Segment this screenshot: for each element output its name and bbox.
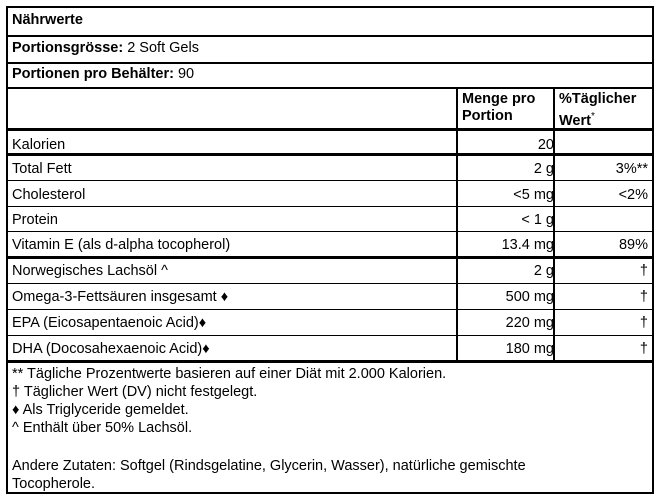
row-name: Total Fett xyxy=(12,161,72,177)
row-name: Vitamin E (als d-alpha tocopherol) xyxy=(12,237,231,253)
servings-label: Portionen pro Behälter: xyxy=(12,66,174,82)
ingredients-line1: Andere Zutaten: Softgel (Rindsgelatine, Glycerin, Wasser), natürliche gemischte xyxy=(12,458,526,474)
footnote-daily-values: ** Tägliche Prozentwerte basieren auf einer Diät mit 2.000 Kalorien. xyxy=(12,366,447,382)
dv-header-line2: Wert* xyxy=(559,111,595,129)
row-dv: 89% xyxy=(618,237,648,253)
row-dv: <2% xyxy=(618,187,648,203)
row-divider xyxy=(8,283,652,284)
row-amount: 500 mg xyxy=(505,289,554,305)
serving-size-label: Portionsgrösse: xyxy=(12,40,124,56)
row-amount: 180 mg xyxy=(505,341,554,357)
row-amount: 2 g xyxy=(533,263,554,279)
row-divider xyxy=(8,180,652,181)
row-dv: † xyxy=(639,341,648,357)
ingredients-line2: Tocopherole. xyxy=(12,476,96,492)
column-divider xyxy=(456,87,458,362)
amount-header-line1: Menge pro xyxy=(462,91,536,107)
row-name: EPA (Eicosapentaenoic Acid)♦ xyxy=(12,315,207,331)
amount-header-line2: Portion xyxy=(462,108,513,124)
serving-size-value: 2 Soft Gels xyxy=(127,40,199,56)
row-divider xyxy=(8,206,652,207)
row-amount: 2 g xyxy=(533,161,554,177)
row-amount: 13.4 mg xyxy=(501,237,554,253)
row-name: Norwegisches Lachsöl ^ xyxy=(12,263,168,279)
row-amount: 20 xyxy=(537,137,554,153)
row-name: Protein xyxy=(12,212,58,228)
divider xyxy=(8,35,652,37)
dv-header-line1: %Täglicher xyxy=(559,91,637,107)
row-amount: 220 mg xyxy=(505,315,554,331)
divider-thick xyxy=(8,153,652,156)
divider-thick xyxy=(8,256,652,259)
divider-thick xyxy=(8,360,652,363)
divider xyxy=(8,87,652,89)
row-dv: † xyxy=(639,289,648,305)
footnote-salmon-oil: ^ Enthält über 50% Lachsöl. xyxy=(12,420,193,436)
row-name: Omega-3-Fettsäuren insgesamt ♦ xyxy=(12,289,229,305)
row-divider xyxy=(8,309,652,310)
footnote-dv-not-established: † Täglicher Wert (DV) nicht festgelegt. xyxy=(12,384,258,400)
nutrition-facts-panel xyxy=(6,6,654,494)
row-name: Cholesterol xyxy=(12,187,86,203)
row-name: DHA (Docosahexaenoic Acid)♦ xyxy=(12,341,210,357)
row-divider xyxy=(8,231,652,232)
row-amount: < 1 g xyxy=(521,212,554,228)
row-dv: 3%** xyxy=(615,161,648,177)
panel-title: Nährwerte xyxy=(12,12,83,28)
footnote-triglycerides: ♦ Als Triglyceride gemeldet. xyxy=(12,402,189,418)
servings-value: 90 xyxy=(177,66,195,82)
row-name: Kalorien xyxy=(12,137,66,153)
row-amount: <5 mg xyxy=(513,187,554,203)
row-dv: † xyxy=(639,315,648,331)
servings-per-container xyxy=(12,66,194,83)
row-dv: † xyxy=(639,263,648,279)
divider-thick xyxy=(8,128,652,131)
row-divider xyxy=(8,335,652,336)
serving-size xyxy=(12,40,199,57)
divider xyxy=(8,62,652,64)
